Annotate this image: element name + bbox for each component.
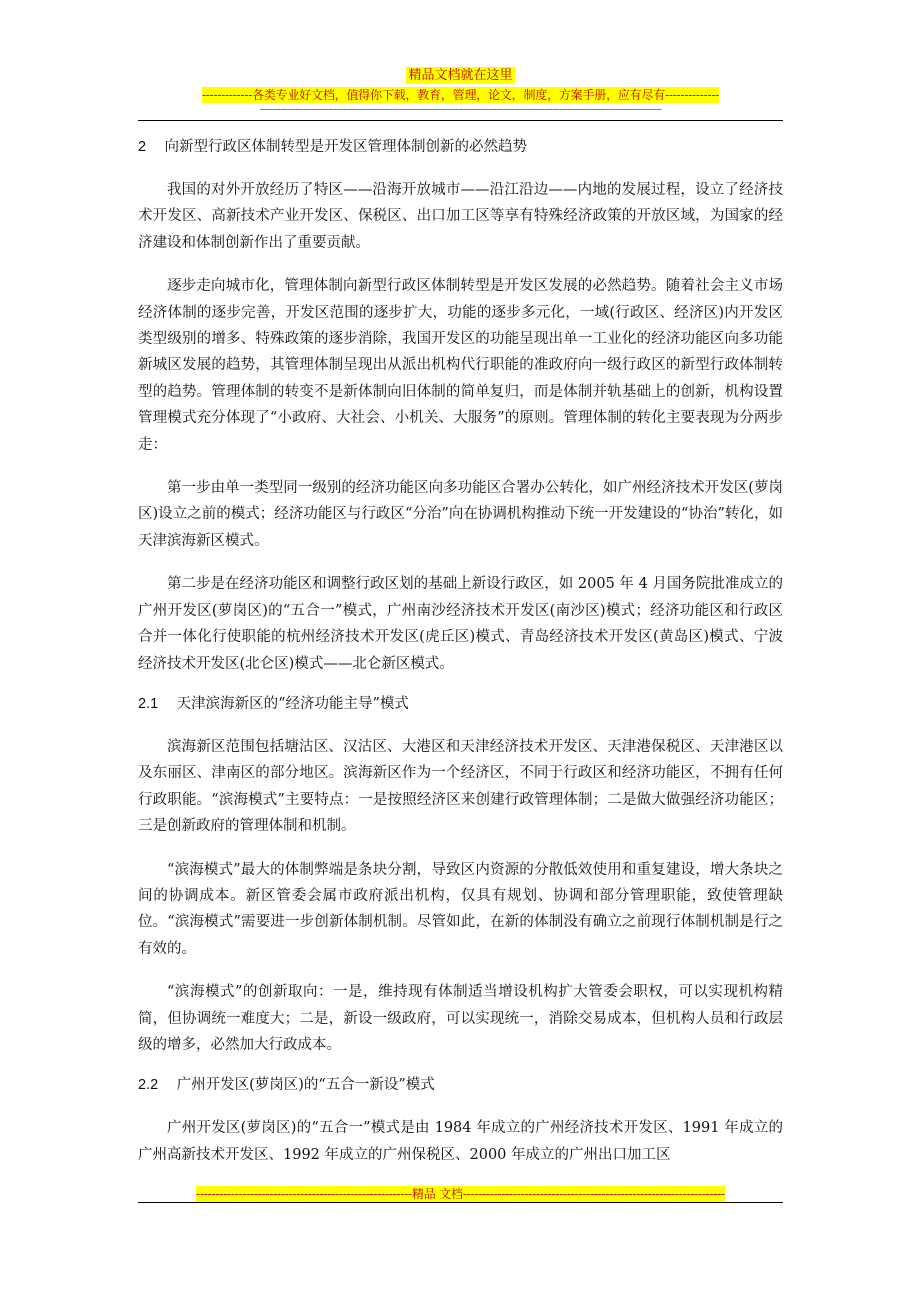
footer-banner: --------------------------------------------------------精品 文档-------------------------------------------------------------------- [196,1187,725,1201]
header-dashes: -------------------------------------------------------------------------------------------------------------------------------------------------------------- [259,105,662,115]
paragraph: 第二步是在经济功能区和调整行政区划的基础上新设行政区，如 2005 年 4 月国务院批准成立的广州开发区(萝岗区)的“五合一”模式，广州南沙经济技术开发区(南沙区)模式；经济功能区和行政区合并一体化行使职能的杭州经济技术开发区(虎丘区)模式、青岛经济技术开发区(黄岛区)模式、宁波经济技术开发区(北仑区)模式——北仑新区模式。 [138,576,783,672]
document-body [138,137,783,1185]
paragraph: 滨海新区范围包括塘沽区、汉沽区、大港区和天津经济技术开发区、天津港保税区、天津港区以及东丽区、津南区的部分地区。滨海新区作为一个经济区，不同于行政区和经济功能区，不拥有任何行政职能。“滨海模式”主要特点：一是按照经济区来创建行政管理体制；二是做大做强经济功能区；三是创新政府的管理体制和机制。 [138,738,783,835]
paragraph: 逐步走向城市化，管理体制向新型行政区体制转型是开发区发展的必然趋势。随着社会主义市场经济体制的逐步完善，开发区范围的逐步扩大，功能的逐步多元化，一域(行政区、经济区)内开发区类型级别的增多、特殊政策的逐步消除，我国开发区的功能呈现出单一工业化的经济功能区向多功能新城区发展的趋势，其管理体制呈现出从派出机构代行职能的准政府向一级行政区的新型行政体制转型的趋势。管理体制的转变不是新体制向旧体制的简单复归，而是体制并轨基础上的创新，机构设置管理模式充分体现了“小政府、大社会、小机关、大服务”的原则。管理体制的转化主要表现为分两步走： [138,278,783,453]
paragraph: 广州开发区(萝岗区)的“五合一”模式是由 1984 年成立的广州经济技术开发区、1991 年成立的广州高新技术开发区、1992 年成立的广州保税区、2000 年成立的广州出口加工区 [138,1120,783,1163]
paragraph: 我国的对外开放经历了特区——沿海开放城市——沿江沿边——内地的发展过程，设立了经济技术开发区、高新技术产业开发区、保税区、出口加工区等享有特殊经济政策的开放区域，为国家的经济建设和体制创新作出了重要贡献。 [138,182,783,251]
paragraph: 第一步由单一类型同一级别的经济功能区向多功能区合署办公转化，如广州经济技术开发区(萝岗区)设立之前的模式；经济功能区与行政区“分治”向在协调机构推动下统一开发建设的“协治”转化，如天津滨海新区模式。 [138,480,783,549]
header-rule [138,120,783,121]
section-number: 2 [138,139,147,155]
section-title: 广州开发区(萝岗区)的“五合一新设”模式 [176,1077,435,1094]
section-heading-2 [138,137,783,158]
section-heading-2-1 [138,694,783,715]
section-title: 向新型行政区体制转型是开发区管理体制创新的必然趋势 [164,139,528,155]
footer-rule [138,1202,783,1203]
page-footer [138,1183,783,1202]
section-number: 2.1 [138,695,159,712]
page-header [138,64,783,116]
section-number: 2.2 [138,1077,159,1094]
paragraph: “滨海模式”的创新取向：一是，维持现有体制适当增设机构扩大管委会职权，可以实现机构精简，但协调统一难度大；二是，新设一级政府，可以实现统一，消除交易成本，但机构人员和行政层级的增多，必然加大行政成本。 [138,984,783,1053]
paragraph: “滨海模式”最大的体制弊端是条块分割，导致区内资源的分散低效使用和重复建设，增大条块之间的协调成本。新区管委会属市政府派出机构，仅具有规划、协调和部分管理职能，致使管理缺位。“滨海模式”需要进一步创新体制机制。尽管如此，在新的体制没有确立之前现行体制机制是行之有效的。 [138,861,783,957]
header-banner: -------------各类专业好文档，值得你下载，教育，管理，论文，制度，方案手册，应有尽有-------------- [201,88,720,102]
section-heading-2-2 [138,1075,783,1096]
section-title: 天津滨海新区的“经济功能主导”模式 [176,695,409,712]
header-title: 精品文档就在这里 [408,68,513,83]
